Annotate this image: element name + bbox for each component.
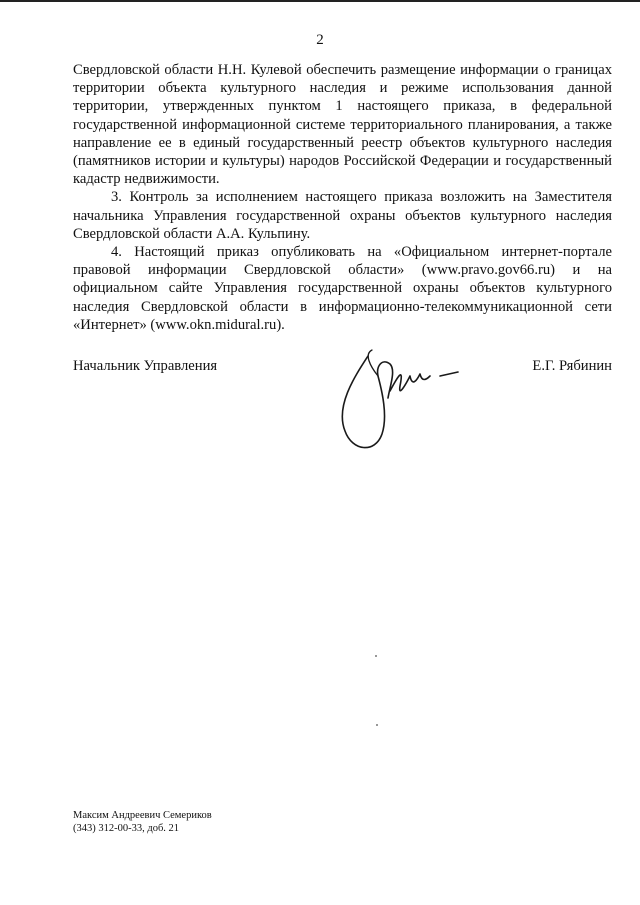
paragraph-item-4: 4. Настоящий приказ опубликовать на «Официальном интернет-портале правовой информации Свердловской области» (www.pravo.gov66.ru) и на официальном сайте Управления государственной охраны объектов культурного наследия Свердловской области в информационно-телекоммуникационной сети «Интернет» (www.okn.midural.ru). xyxy=(73,244,612,333)
scan-top-edge xyxy=(0,0,640,2)
scan-speck xyxy=(375,655,377,657)
signatory-position: Начальник Управления xyxy=(73,358,218,374)
signatory-name: Е.Г. Рябинин xyxy=(532,358,612,374)
executor-phone: (343) 312-00-33, доб. 21 xyxy=(73,823,180,834)
paragraph-continuation: Свердловской области Н.Н. Кулевой обеспечить размещение информации о границах территории объекта культурного наследия и режиме использования данной территории, утвержденных пунктом 1 настоящего приказа, в федеральной государственной информационной системе территориального планирования, а также направление ее в единый государственный реестр объектов культурного наследия (памятников истории и культуры) народов Российской Федерации и государственный кадастр недвижимости. xyxy=(73,62,612,188)
executor-info xyxy=(73,809,212,835)
page-number: 2 xyxy=(316,32,324,48)
paragraph-item-3: 3. Контроль за исполнением настоящего приказа возложить на Заместителя начальника Управления государственной охраны объектов культурного наследия Свердловской области А.А. Кульпину. xyxy=(73,189,612,242)
handwritten-signature xyxy=(330,336,480,466)
document-body xyxy=(73,61,612,334)
scan-speck xyxy=(376,724,378,726)
executor-name: Максим Андреевич Семериков xyxy=(73,810,212,821)
